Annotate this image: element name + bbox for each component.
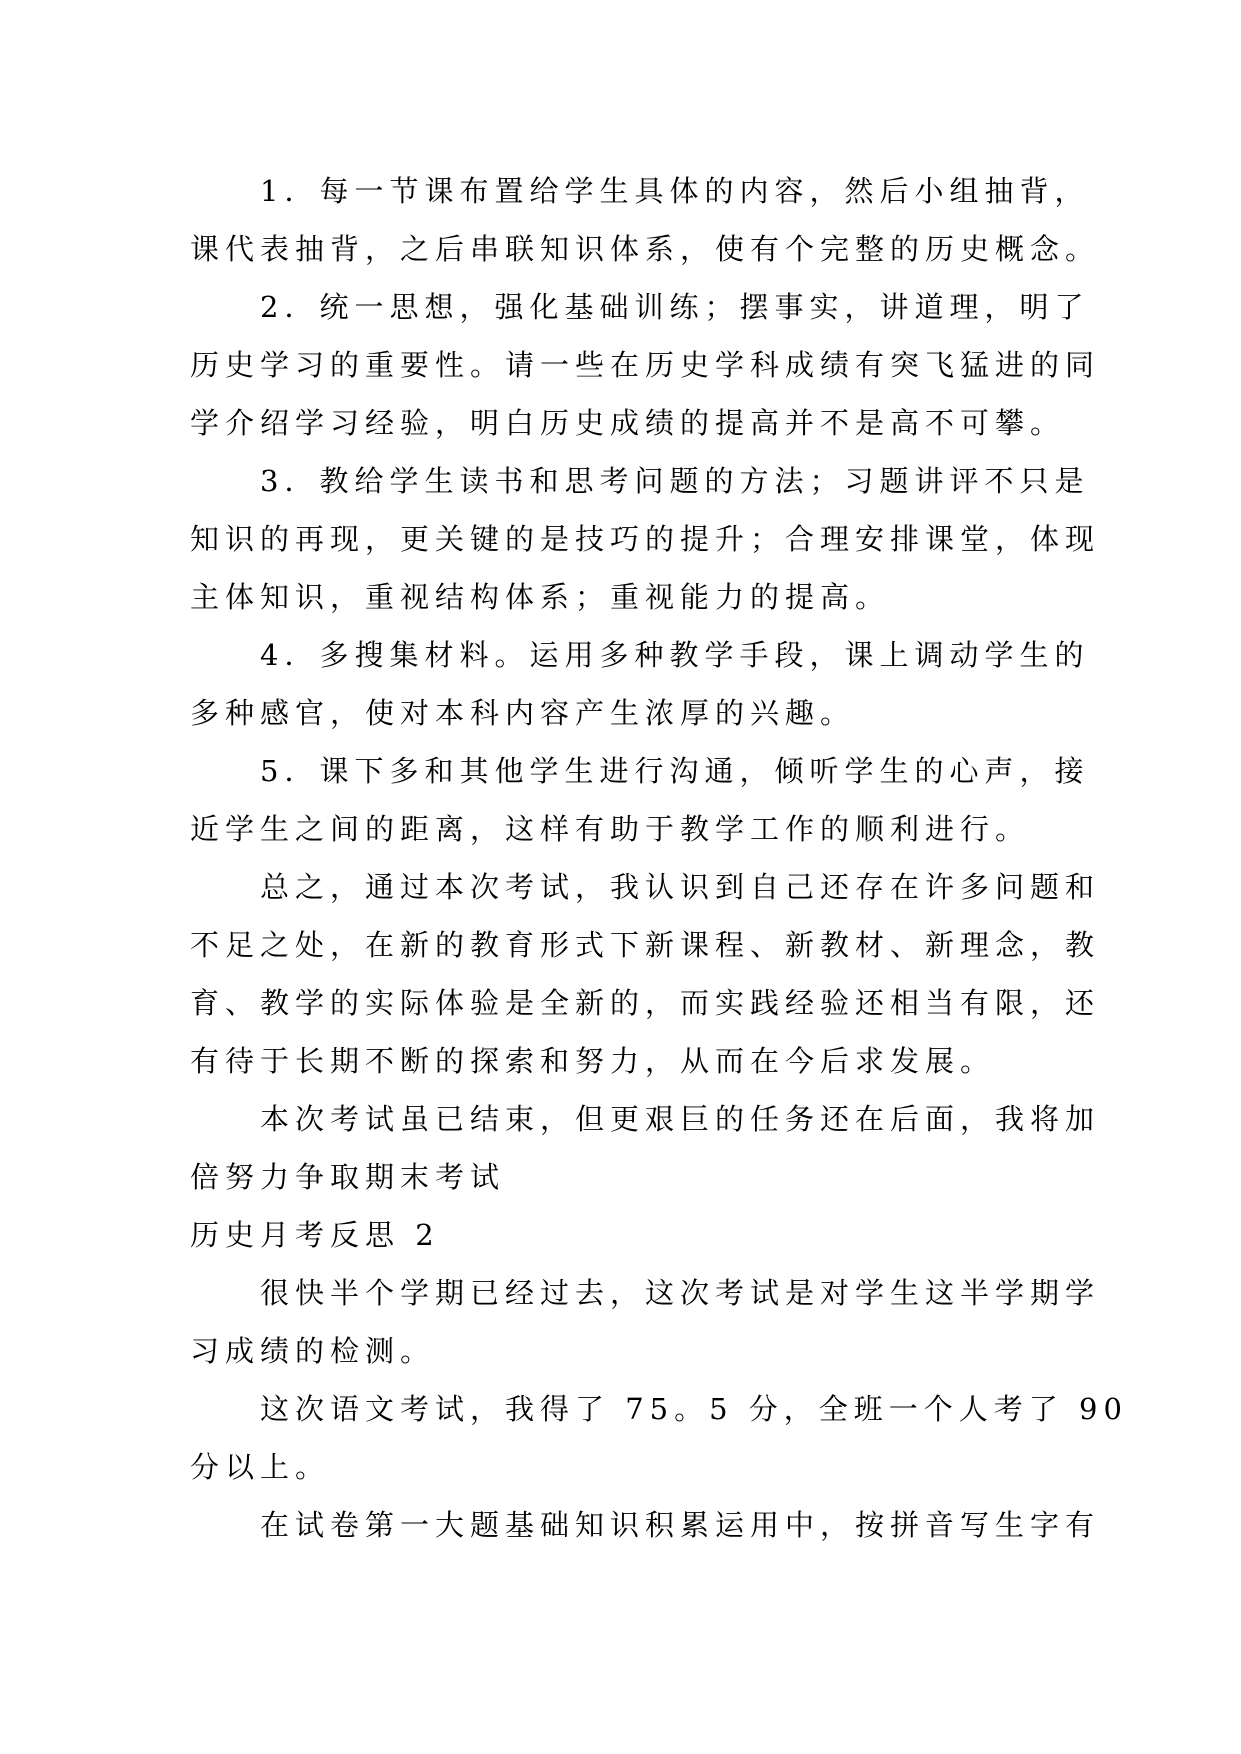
paragraph-line: 5．课下多和其他学生进行沟通，倾听学生的心声，接 xyxy=(260,754,1090,788)
paragraph-line: 有待于长期不断的探索和努力，从而在今后求发展。 xyxy=(190,1044,996,1078)
paragraph-line: 近学生之间的距离，这样有助于教学工作的顺利进行。 xyxy=(190,812,1031,846)
paragraph-line: 育、教学的实际体验是全新的，而实践经验还相当有限，还 xyxy=(190,986,1101,1020)
paragraph-line: 历史学习的重要性。请一些在历史学科成绩有突飞猛进的同 xyxy=(190,348,1101,382)
paragraph-line: 3．教给学生读书和思考问题的方法；习题讲评不只是 xyxy=(260,464,1090,498)
paragraph xyxy=(190,162,1101,278)
paragraph-line: 课代表抽背，之后串联知识体系，使有个完整的历史概念。 xyxy=(190,232,1101,266)
paragraph-line: 很快半个学期已经过去，这次考试是对学生这半学期学 xyxy=(260,1276,1101,1310)
document-body xyxy=(190,162,1128,1554)
paragraph-line: 学介绍学习经验，明白历史成绩的提高并不是高不可攀。 xyxy=(190,406,1066,440)
paragraph xyxy=(190,742,1090,858)
paragraph xyxy=(190,1090,1101,1206)
paragraph-line: 不足之处，在新的教育形式下新课程、新教材、新理念，教 xyxy=(190,928,1101,962)
paragraph-line: 这次语文考试，我得了 75。5 分，全班一个人考了 90 xyxy=(260,1392,1128,1426)
paragraph-line: 知识的再现，更关键的是技巧的提升；合理安排课堂，体现 xyxy=(190,522,1101,556)
paragraph xyxy=(190,1264,1101,1380)
section-title: 历史月考反思 2 xyxy=(190,1218,440,1252)
paragraph-line: 2．统一思想，强化基础训练；摆事实，讲道理，明了 xyxy=(260,290,1090,324)
paragraph xyxy=(190,278,1101,452)
paragraph-line: 1．每一节课布置给学生具体的内容，然后小组抽背， xyxy=(260,174,1090,208)
paragraph-line: 倍努力争取期末考试 xyxy=(190,1160,506,1194)
paragraph xyxy=(190,1496,1101,1554)
paragraph-line: 习成绩的检测。 xyxy=(190,1334,436,1368)
paragraph-line: 4．多搜集材料。运用多种教学手段，课上调动学生的 xyxy=(260,638,1090,672)
paragraph xyxy=(190,858,1101,1090)
paragraph-line: 主体知识，重视结构体系；重视能力的提高。 xyxy=(190,580,891,614)
paragraph-line: 本次考试虽已结束，但更艰巨的任务还在后面，我将加 xyxy=(260,1102,1101,1136)
paragraph-line: 在试卷第一大题基础知识积累运用中，按拼音写生字有 xyxy=(260,1508,1101,1542)
paragraph xyxy=(190,1380,1128,1496)
paragraph xyxy=(190,452,1101,626)
paragraph xyxy=(190,626,1090,742)
paragraph-line: 总之，通过本次考试，我认识到自己还存在许多问题和 xyxy=(260,870,1101,904)
paragraph-line: 分以上。 xyxy=(190,1450,331,1484)
paragraph-line: 多种感官，使对本科内容产生浓厚的兴趣。 xyxy=(190,696,856,730)
